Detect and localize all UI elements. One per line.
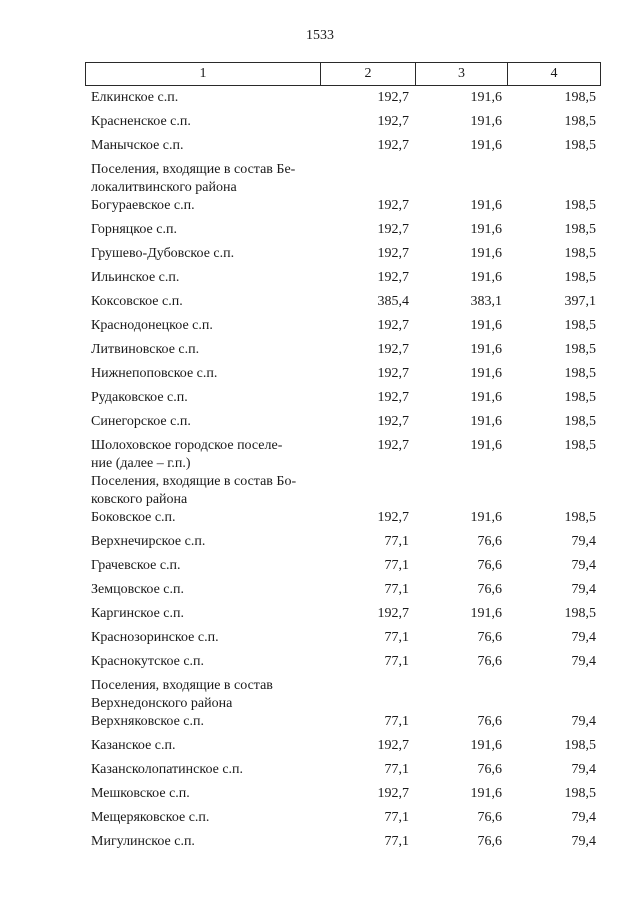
settlement-name: Боковское с.п. bbox=[91, 510, 176, 525]
value-col-3: 383,1 bbox=[470, 294, 502, 309]
settlement-name: Литвиновское с.п. bbox=[91, 342, 200, 357]
value-col-2: 385,4 bbox=[377, 294, 409, 309]
table-row bbox=[91, 158, 596, 194]
value-col-4: 79,4 bbox=[571, 810, 596, 825]
table-row bbox=[91, 506, 596, 530]
value-col-4: 198,5 bbox=[564, 738, 596, 753]
value-col-3: 76,6 bbox=[477, 558, 502, 573]
value-col-2: 192,7 bbox=[377, 138, 409, 153]
table-row bbox=[91, 218, 596, 242]
value-col-3: 76,6 bbox=[477, 534, 502, 549]
settlement-name: Земцовское с.п. bbox=[91, 582, 185, 597]
value-col-2: 192,7 bbox=[377, 738, 409, 753]
value-col-4: 198,5 bbox=[564, 222, 596, 237]
value-col-2: 192,7 bbox=[377, 786, 409, 801]
settlement-name: Коксовское с.п. bbox=[91, 294, 183, 309]
value-col-3: 191,6 bbox=[470, 90, 502, 105]
value-col-2: 192,7 bbox=[377, 318, 409, 333]
value-col-3: 191,6 bbox=[470, 438, 502, 453]
value-col-3: 76,6 bbox=[477, 714, 502, 729]
settlement-name: Поселения, входящие в состав Бе- локалитвинского района bbox=[91, 162, 296, 195]
table-row bbox=[91, 602, 596, 626]
table-body bbox=[91, 86, 596, 854]
value-col-4: 79,4 bbox=[571, 630, 596, 645]
value-col-2: 77,1 bbox=[384, 834, 409, 849]
value-col-3: 191,6 bbox=[470, 270, 502, 285]
value-col-2: 192,7 bbox=[377, 510, 409, 525]
settlement-name: Ильинское с.п. bbox=[91, 270, 180, 285]
settlement-name: Верхнечирское с.п. bbox=[91, 534, 206, 549]
value-col-3: 191,6 bbox=[470, 246, 502, 261]
settlement-name: Мешковское с.п. bbox=[91, 786, 190, 801]
value-col-2: 192,7 bbox=[377, 414, 409, 429]
value-col-4: 198,5 bbox=[564, 510, 596, 525]
value-col-2: 192,7 bbox=[377, 606, 409, 621]
value-col-2: 192,7 bbox=[377, 366, 409, 381]
value-col-3: 191,6 bbox=[470, 222, 502, 237]
table-row bbox=[91, 626, 596, 650]
settlement-name: Нижнепоповское с.п. bbox=[91, 366, 218, 381]
table-row bbox=[91, 554, 596, 578]
table-row bbox=[91, 434, 596, 470]
value-col-3: 76,6 bbox=[477, 834, 502, 849]
settlement-name: Верхняковское с.п. bbox=[91, 714, 204, 729]
value-col-2: 192,7 bbox=[377, 438, 409, 453]
settlement-name: Краснозоринское с.п. bbox=[91, 630, 219, 645]
table-row bbox=[91, 266, 596, 290]
table-row bbox=[91, 86, 596, 110]
value-col-4: 79,4 bbox=[571, 582, 596, 597]
value-col-4: 79,4 bbox=[571, 714, 596, 729]
table-row bbox=[91, 314, 596, 338]
table-row bbox=[91, 650, 596, 674]
table-header bbox=[85, 62, 601, 86]
value-col-4: 198,5 bbox=[564, 342, 596, 357]
value-col-4: 198,5 bbox=[564, 366, 596, 381]
value-col-4: 198,5 bbox=[564, 90, 596, 105]
value-col-2: 192,7 bbox=[377, 114, 409, 129]
settlement-name: Синегорское с.п. bbox=[91, 414, 191, 429]
settlement-name: Поселения, входящие в состав Верхнедонского района bbox=[91, 678, 273, 711]
value-col-4: 198,5 bbox=[564, 606, 596, 621]
value-col-2: 77,1 bbox=[384, 654, 409, 669]
page-number: 1533 bbox=[306, 28, 334, 43]
table-row bbox=[91, 194, 596, 218]
table-row bbox=[91, 290, 596, 314]
settlement-name: Краснодонецкое с.п. bbox=[91, 318, 213, 333]
value-col-2: 192,7 bbox=[377, 342, 409, 357]
header-col-1: 1 bbox=[86, 63, 321, 85]
value-col-2: 77,1 bbox=[384, 558, 409, 573]
table-row bbox=[91, 362, 596, 386]
value-col-4: 397,1 bbox=[564, 294, 596, 309]
settlement-name: Шолоховское городское поселе- ние (далее – г.п.) bbox=[91, 438, 283, 471]
settlement-name: Елкинское с.п. bbox=[91, 90, 179, 105]
value-col-4: 198,5 bbox=[564, 114, 596, 129]
value-col-4: 79,4 bbox=[571, 534, 596, 549]
settlement-name: Богураевское с.п. bbox=[91, 198, 195, 213]
value-col-3: 191,6 bbox=[470, 738, 502, 753]
table-row bbox=[91, 530, 596, 554]
value-col-3: 191,6 bbox=[470, 366, 502, 381]
table-row bbox=[91, 806, 596, 830]
value-col-3: 191,6 bbox=[470, 414, 502, 429]
value-col-2: 192,7 bbox=[377, 90, 409, 105]
table-row bbox=[91, 578, 596, 602]
value-col-3: 76,6 bbox=[477, 762, 502, 777]
value-col-4: 79,4 bbox=[571, 834, 596, 849]
settlement-name: Мещеряковское с.п. bbox=[91, 810, 210, 825]
settlement-name: Казансколопатинское с.п. bbox=[91, 762, 244, 777]
table-row bbox=[91, 830, 596, 854]
settlement-name: Каргинское с.п. bbox=[91, 606, 184, 621]
value-col-2: 77,1 bbox=[384, 582, 409, 597]
table-row bbox=[91, 470, 596, 506]
value-col-3: 191,6 bbox=[470, 198, 502, 213]
value-col-4: 198,5 bbox=[564, 138, 596, 153]
value-col-4: 79,4 bbox=[571, 654, 596, 669]
table-row bbox=[91, 110, 596, 134]
value-col-4: 198,5 bbox=[564, 786, 596, 801]
value-col-3: 76,6 bbox=[477, 630, 502, 645]
value-col-3: 191,6 bbox=[470, 510, 502, 525]
value-col-3: 191,6 bbox=[470, 342, 502, 357]
value-col-4: 198,5 bbox=[564, 438, 596, 453]
value-col-4: 198,5 bbox=[564, 390, 596, 405]
value-col-3: 191,6 bbox=[470, 114, 502, 129]
settlement-name: Краснокутское с.п. bbox=[91, 654, 205, 669]
value-col-3: 191,6 bbox=[470, 786, 502, 801]
header-col-2: 2 bbox=[321, 63, 416, 85]
settlement-name: Грушево-Дубовское с.п. bbox=[91, 246, 235, 261]
value-col-2: 192,7 bbox=[377, 270, 409, 285]
value-col-3: 76,6 bbox=[477, 582, 502, 597]
value-col-2: 192,7 bbox=[377, 198, 409, 213]
value-col-3: 191,6 bbox=[470, 606, 502, 621]
table-row bbox=[91, 758, 596, 782]
table-row bbox=[91, 674, 596, 710]
table-row bbox=[91, 410, 596, 434]
value-col-3: 191,6 bbox=[470, 390, 502, 405]
table-row bbox=[91, 710, 596, 734]
value-col-2: 77,1 bbox=[384, 762, 409, 777]
value-col-2: 192,7 bbox=[377, 246, 409, 261]
settlement-name: Манычское с.п. bbox=[91, 138, 184, 153]
settlement-name: Грачевское с.п. bbox=[91, 558, 181, 573]
settlement-name: Красненское с.п. bbox=[91, 114, 191, 129]
value-col-2: 192,7 bbox=[377, 390, 409, 405]
table-row bbox=[91, 782, 596, 806]
value-col-4: 198,5 bbox=[564, 246, 596, 261]
table-row bbox=[91, 386, 596, 410]
value-col-2: 77,1 bbox=[384, 630, 409, 645]
settlement-name: Рудаковское с.п. bbox=[91, 390, 188, 405]
value-col-4: 198,5 bbox=[564, 198, 596, 213]
value-col-3: 191,6 bbox=[470, 138, 502, 153]
settlement-name: Горняцкое с.п. bbox=[91, 222, 177, 237]
settlement-name: Мигулинское с.п. bbox=[91, 834, 195, 849]
value-col-3: 76,6 bbox=[477, 654, 502, 669]
value-col-2: 77,1 bbox=[384, 534, 409, 549]
value-col-2: 192,7 bbox=[377, 222, 409, 237]
table-row bbox=[91, 242, 596, 266]
settlement-name: Поселения, входящие в состав Бо- ковского района bbox=[91, 474, 297, 507]
value-col-4: 79,4 bbox=[571, 762, 596, 777]
value-col-4: 198,5 bbox=[564, 318, 596, 333]
value-col-4: 79,4 bbox=[571, 558, 596, 573]
value-col-4: 198,5 bbox=[564, 270, 596, 285]
table-row bbox=[91, 134, 596, 158]
value-col-3: 76,6 bbox=[477, 810, 502, 825]
value-col-2: 77,1 bbox=[384, 714, 409, 729]
header-col-3: 3 bbox=[416, 63, 508, 85]
table-row bbox=[91, 734, 596, 758]
value-col-2: 77,1 bbox=[384, 810, 409, 825]
settlement-name: Казанское с.п. bbox=[91, 738, 176, 753]
header-col-4: 4 bbox=[550, 66, 558, 81]
table-row bbox=[91, 338, 596, 362]
value-col-4: 198,5 bbox=[564, 414, 596, 429]
value-col-3: 191,6 bbox=[470, 318, 502, 333]
